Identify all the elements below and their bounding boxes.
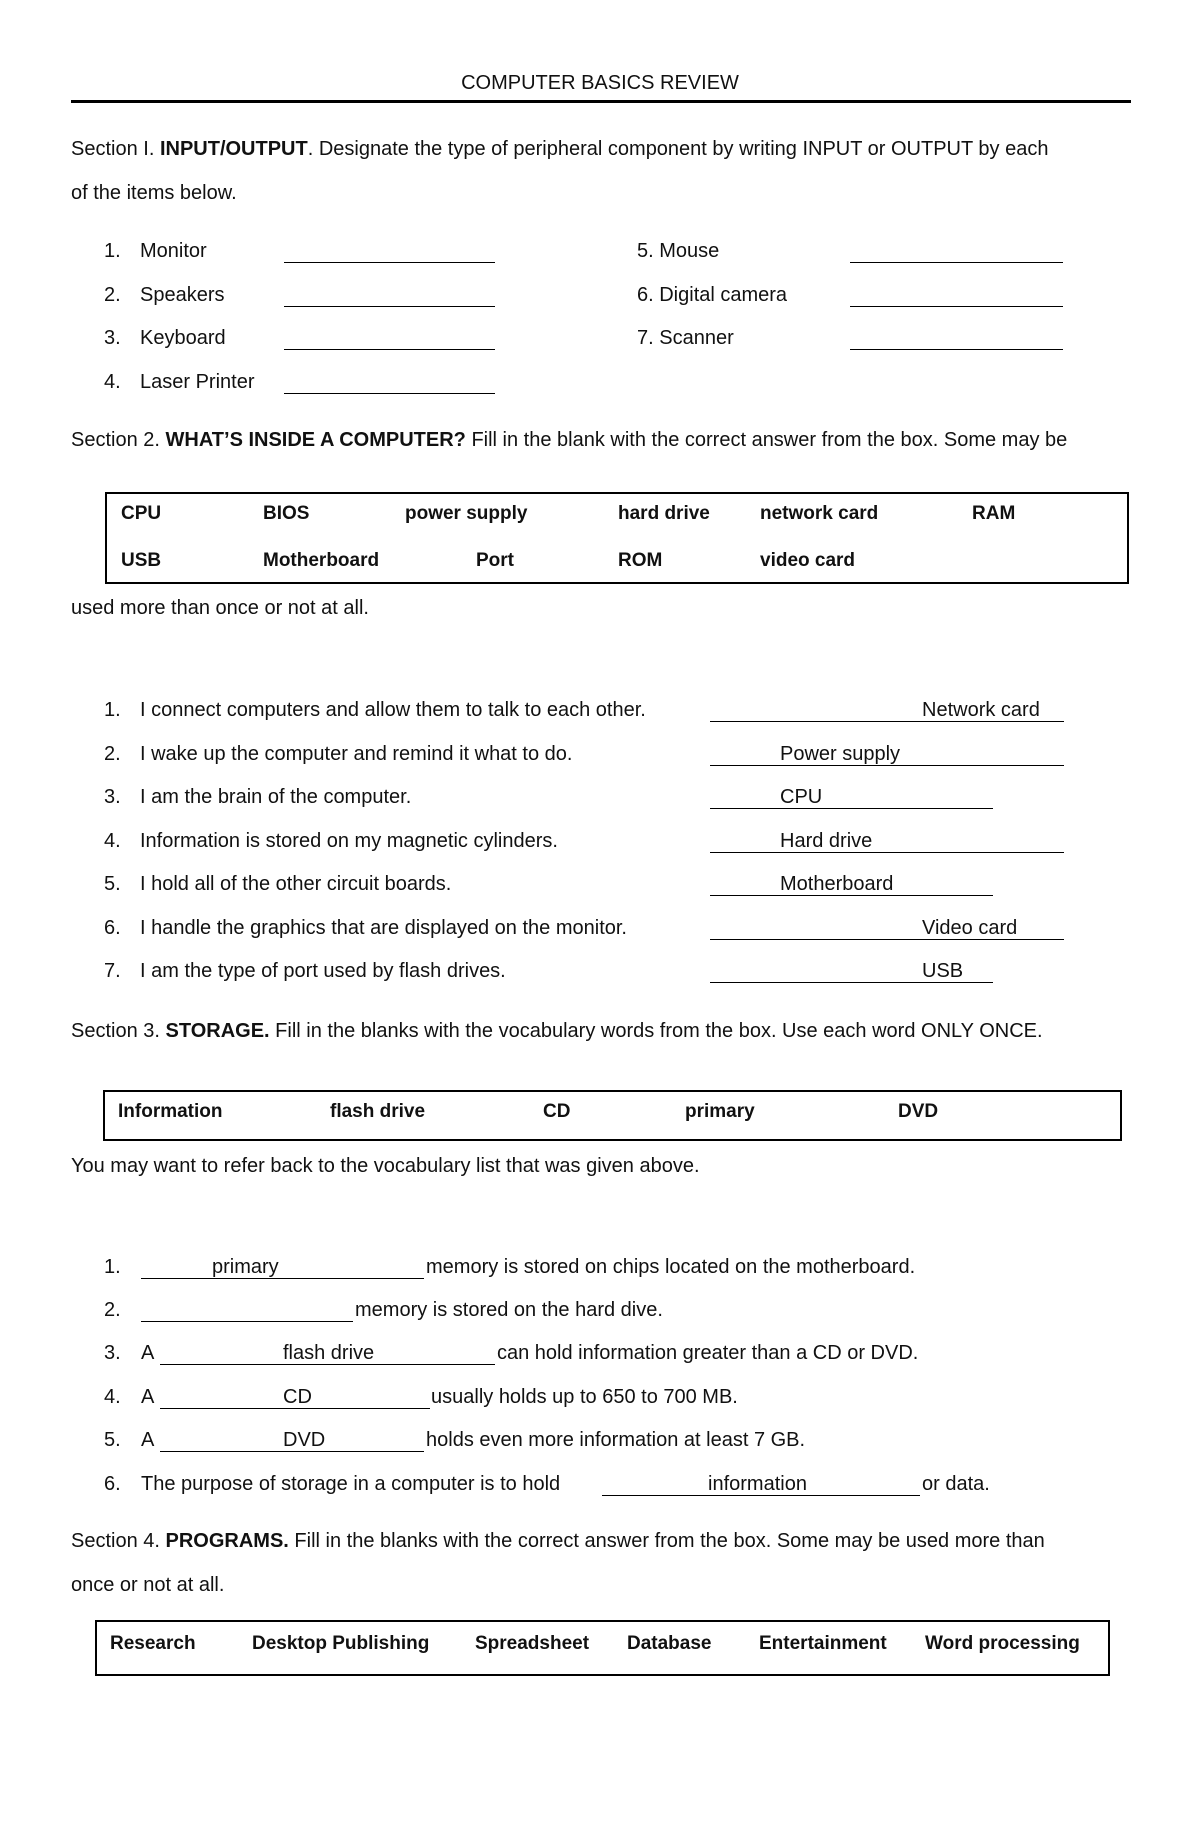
s3-q5-pre: A xyxy=(141,1429,155,1451)
s1-item-num: 3. xyxy=(104,327,121,349)
s2-question-1 xyxy=(104,699,646,722)
s1-item-text: Speakers xyxy=(140,284,225,306)
s2-question-6 xyxy=(104,917,627,940)
s2-question-5 xyxy=(104,873,451,896)
s2-answer-blank-3[interactable] xyxy=(710,808,993,809)
word-bank-item: Entertainment xyxy=(759,1633,887,1654)
s2-answer-1: Network card xyxy=(922,699,1040,721)
s3-q6-text: or data. xyxy=(922,1473,990,1495)
s2-q-num: 1. xyxy=(104,699,121,721)
s3-answer-3: flash drive xyxy=(283,1342,375,1364)
s3-q4-pre: A xyxy=(141,1386,155,1408)
section4-heading: PROGRAMS. xyxy=(165,1530,289,1552)
s1-item-4 xyxy=(104,371,255,394)
word-bank-item: primary xyxy=(685,1101,755,1122)
title-divider xyxy=(71,100,1131,103)
word-bank-item: Spreadsheet xyxy=(475,1633,590,1654)
s2-answer-2: Power supply xyxy=(780,743,901,765)
word-bank-box-3 xyxy=(103,1090,1122,1141)
s1-item-text: Monitor xyxy=(140,240,207,262)
section4-instructions xyxy=(71,1530,1045,1553)
s3-answer-6: information xyxy=(708,1473,807,1495)
word-bank-item: Research xyxy=(110,1633,196,1654)
s2-q-text: I wake up the computer and remind it what to do. xyxy=(140,743,573,765)
s2-answer-5: Motherboard xyxy=(780,873,894,895)
s1-answer-blank-7[interactable] xyxy=(850,349,1063,350)
word-bank-item: hard drive xyxy=(618,503,710,524)
page-title: COMPUTER BASICS REVIEW xyxy=(461,72,739,94)
s3-q1-num: 1. xyxy=(104,1256,121,1278)
word-bank-item: DVD xyxy=(898,1101,939,1122)
s3-q6-pre: The purpose of storage in a computer is to hold xyxy=(141,1473,561,1495)
s3-q3-text: can hold information greater than a CD or DVD. xyxy=(497,1342,919,1364)
s1-item-text: Keyboard xyxy=(140,327,226,349)
s1-answer-blank-5[interactable] xyxy=(850,262,1063,263)
s3-q3-num: 3. xyxy=(104,1342,121,1364)
s3-q4-num: 4. xyxy=(104,1386,121,1408)
word-bank-item: CPU xyxy=(121,503,162,524)
s3-q1-text: memory is stored on chips located on the motherboard. xyxy=(426,1256,916,1278)
s3-answer-blank-1[interactable] xyxy=(141,1278,424,1279)
s2-q-text: Information is stored on my magnetic cylinders. xyxy=(140,830,558,852)
s2-q-num: 5. xyxy=(104,873,121,895)
s3-answer-blank-2[interactable] xyxy=(141,1321,353,1322)
s1-answer-blank-1[interactable] xyxy=(284,262,495,263)
s2-q-num: 2. xyxy=(104,743,121,765)
section2-instr: Fill in the blank with the correct answer from the box. Some may be xyxy=(465,429,1068,451)
section1-label: Section I. xyxy=(71,138,160,160)
s1-item-num: 4. xyxy=(104,371,121,393)
section2-instructions xyxy=(71,429,1067,452)
s1-item-2 xyxy=(104,284,225,307)
word-bank-item: Word processing xyxy=(925,1633,1080,1654)
s2-answer-3: CPU xyxy=(780,786,823,808)
s1-answer-blank-2[interactable] xyxy=(284,306,495,307)
s2-question-4 xyxy=(104,830,558,853)
section1-heading: INPUT/OUTPUT xyxy=(159,138,308,160)
word-bank-item: ROM xyxy=(618,550,663,571)
section4-instr-line2: once or not at all. xyxy=(71,1574,225,1596)
word-bank-item: Port xyxy=(476,550,514,571)
section2-instr-after: used more than once or not at all. xyxy=(71,597,369,619)
section3-instr-after: You may want to refer back to the vocabulary list that was given above. xyxy=(71,1155,700,1177)
s1-item-6: 6. Digital camera xyxy=(637,284,788,306)
word-bank-item: Database xyxy=(627,1633,712,1654)
s1-item-1 xyxy=(104,240,207,263)
section2-label: Section 2. xyxy=(71,429,166,451)
s2-q-text: I connect computers and allow them to talk to each other. xyxy=(140,699,646,721)
s1-item-5: 5. Mouse xyxy=(637,240,720,262)
s2-question-2 xyxy=(104,743,572,766)
s1-item-num: 2. xyxy=(104,284,121,306)
s2-answer-6: Video card xyxy=(922,917,1018,939)
section3-heading: STORAGE. xyxy=(165,1020,270,1042)
s2-q-num: 3. xyxy=(104,786,121,808)
section1-instr-line2: of the items below. xyxy=(71,182,237,204)
s2-question-7 xyxy=(104,960,506,983)
s2-q-text: I am the type of port used by flash drives. xyxy=(140,960,506,982)
section4-label: Section 4. xyxy=(71,1530,166,1552)
word-bank-item: power supply xyxy=(405,503,528,524)
s1-answer-blank-6[interactable] xyxy=(850,306,1063,307)
s1-answer-blank-4[interactable] xyxy=(284,393,495,394)
section3-instr: Fill in the blanks with the vocabulary words from the box. Use each word ONLY ONCE. xyxy=(269,1020,1043,1042)
s2-q-num: 7. xyxy=(104,960,121,982)
s1-answer-blank-3[interactable] xyxy=(284,349,495,350)
s3-answer-4: CD xyxy=(283,1386,312,1408)
s1-item-3 xyxy=(104,327,226,350)
word-bank-item: network card xyxy=(760,503,879,524)
s3-q2-num: 2. xyxy=(104,1299,121,1321)
s2-q-text: I hold all of the other circuit boards. xyxy=(140,873,452,895)
s2-q-text: I handle the graphics that are displayed on the monitor. xyxy=(140,917,627,939)
word-bank-item: CD xyxy=(543,1101,571,1122)
word-bank-item: RAM xyxy=(972,503,1016,524)
section1-instructions xyxy=(71,138,1048,161)
s1-item-7: 7. Scanner xyxy=(637,327,734,349)
s3-q6-num: 6. xyxy=(104,1473,121,1495)
word-bank-item: flash drive xyxy=(330,1101,426,1122)
s3-q5-text: holds even more information at least 7 GB. xyxy=(426,1429,806,1451)
s3-q2-text: memory is stored on the hard dive. xyxy=(355,1299,663,1321)
s2-q-num: 4. xyxy=(104,830,121,852)
word-bank-item: video card xyxy=(760,550,856,571)
section1-instr-line1: . Designate the type of peripheral component by writing INPUT or OUTPUT by each xyxy=(307,138,1049,160)
section4-instr-line1: Fill in the blanks with the correct answer from the box. Some may be used more than xyxy=(288,1530,1045,1552)
s1-item-text: Laser Printer xyxy=(140,371,255,393)
word-bank-item: Motherboard xyxy=(263,550,380,571)
s3-q3-pre: A xyxy=(141,1342,155,1364)
section2-heading: WHAT’S INSIDE A COMPUTER? xyxy=(165,429,466,451)
s2-question-3 xyxy=(104,786,411,809)
s2-answer-4: Hard drive xyxy=(780,830,873,852)
section3-label: Section 3. xyxy=(71,1020,166,1042)
s2-answer-blank-4[interactable] xyxy=(710,852,1064,853)
s2-answer-7: USB xyxy=(922,960,964,982)
word-bank-item: BIOS xyxy=(263,503,310,524)
s2-q-text: I am the brain of the computer. xyxy=(140,786,412,808)
s3-answer-5: DVD xyxy=(283,1429,326,1451)
word-bank-item: Desktop Publishing xyxy=(252,1633,430,1654)
s2-q-num: 6. xyxy=(104,917,121,939)
s3-q5-num: 5. xyxy=(104,1429,121,1451)
s3-answer-1: primary xyxy=(212,1256,279,1278)
s3-q4-text: usually holds up to 650 to 700 MB. xyxy=(431,1386,738,1408)
word-bank-item: USB xyxy=(121,550,162,571)
s1-item-num: 1. xyxy=(104,240,121,262)
word-bank-item: Information xyxy=(118,1101,223,1122)
section3-instructions xyxy=(71,1020,1043,1043)
